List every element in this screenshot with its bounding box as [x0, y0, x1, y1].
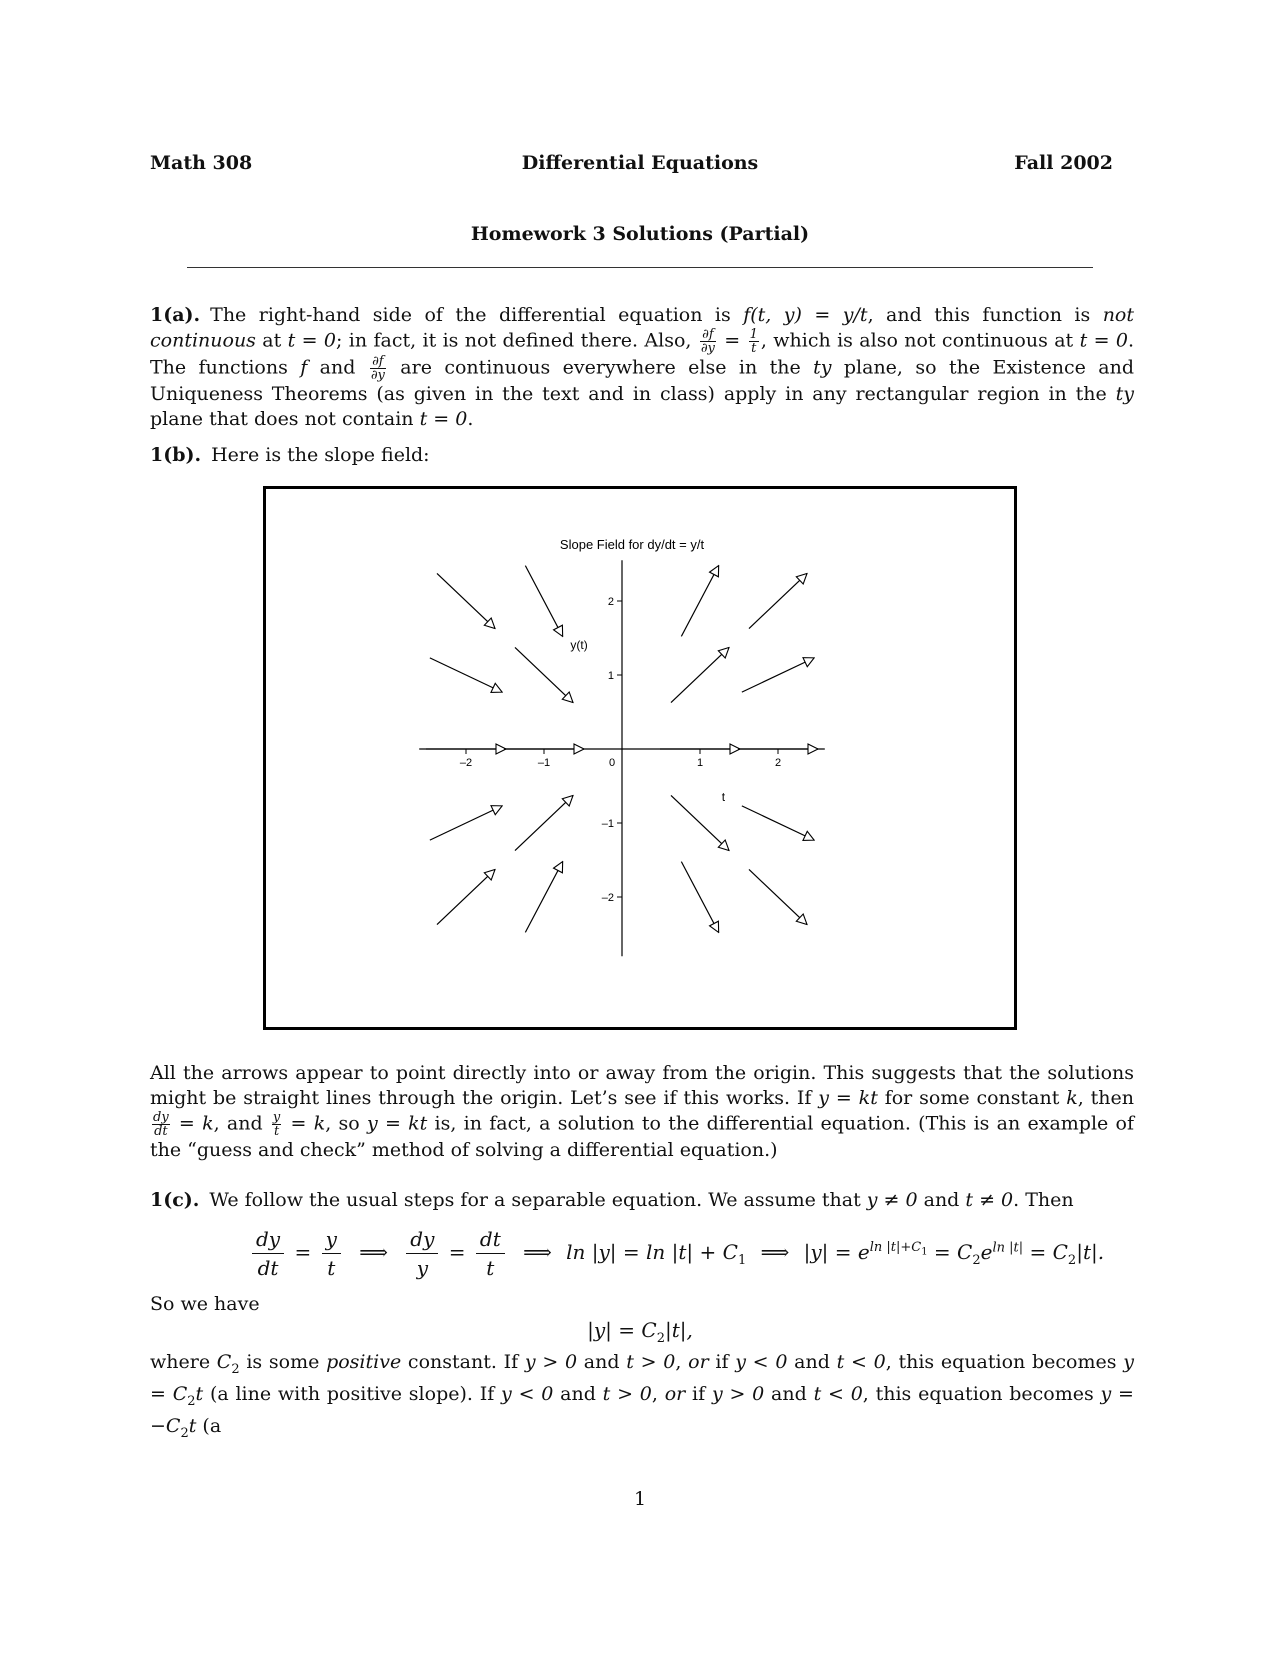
- slope-arrow: [681, 862, 718, 933]
- x-tick-label: 1: [696, 757, 704, 769]
- text: . The functions: [150, 329, 1134, 379]
- term: Fall 2002: [1014, 152, 1113, 174]
- label-1c: 1(c).: [150, 1189, 200, 1211]
- text: plane that does not contain: [150, 408, 420, 430]
- slope-arrow: [430, 806, 502, 840]
- math: = k: [283, 1112, 326, 1135]
- text: All the arrows appear to point directly into or away from the origin. This suggests that the solutions might be straight lines through the origin. Let’s see if this works. If: [150, 1062, 1134, 1109]
- math: ty: [813, 356, 832, 379]
- text: at: [255, 329, 288, 352]
- emphasis: not continuous: [150, 304, 1134, 352]
- math: = k: [171, 1112, 214, 1135]
- label-1a: 1(a).: [150, 304, 201, 326]
- page-number: 1: [633, 1488, 647, 1510]
- math: f: [300, 356, 308, 379]
- so-we-have: So we have: [150, 1293, 260, 1315]
- math: y = kt: [818, 1087, 878, 1109]
- y-tick-label: –2: [601, 892, 614, 904]
- paragraph-cases: where $C_2$ is some positive constant. If y > 0 and t > 0, or if y < 0 and t < 0, this equation becomes $y = C_2t$ (a line with positive slope). If y < 0 and t > 0, or if y > 0 and t < 0, this equation becomes $y = -C_2t$ (a: [150, 1351, 1134, 1441]
- text: and: [917, 1189, 966, 1211]
- equation-chain: $\frac{dy}{dt}$ = $\frac{y}{t}$ ⟹ $\frac{dy}{y}$ = $\frac{dt}{t}$ ⟹ $\ln |y| = \ln |t| + C_1$ ⟹ $|y| = e^{ln |t|+C_1} = C_2e^{ln |t|} = C_2|t|$.: [248, 1227, 1104, 1280]
- text: for some constant: [877, 1087, 1067, 1109]
- partial-fraction: $\frac{\partial f}{\partial y}$: [370, 354, 385, 383]
- math: f(t, y) = y/t: [743, 304, 868, 326]
- slope-arrow: [742, 658, 814, 692]
- math: y = kt: [366, 1112, 428, 1135]
- partial-fraction: $\frac{\partial f}{\partial y}$: [700, 327, 715, 356]
- paragraph-analysis: [150, 1061, 1134, 1163]
- math: k: [1066, 1087, 1078, 1109]
- slope-arrow: [437, 573, 495, 628]
- slope-arrow: [671, 795, 729, 850]
- math: t = 0: [1079, 329, 1128, 352]
- text: . Then: [1013, 1189, 1074, 1211]
- slope-arrow: [515, 795, 573, 850]
- slope-arrow: [749, 869, 807, 924]
- math: C: [216, 1351, 232, 1373]
- emphasis: positive: [326, 1351, 402, 1373]
- y-tick-label: –1: [601, 818, 614, 830]
- text: =: [717, 329, 747, 352]
- slope-arrow: [749, 573, 807, 628]
- section-1b: [150, 443, 1134, 468]
- slope-arrow: [515, 647, 573, 702]
- text: , which is also not continuous at: [760, 329, 1080, 352]
- dy-dt: $\frac{dy}{dt}$: [153, 1110, 169, 1139]
- label-1b: 1(b).: [150, 444, 202, 466]
- one-over-t: $\frac{1}{t}$: [749, 327, 758, 356]
- slope-arrow: [525, 862, 562, 933]
- text: , so: [325, 1112, 367, 1135]
- math: t = 0: [419, 408, 468, 430]
- slope-arrow: [430, 658, 502, 692]
- text: ; in fact, it is not defined there. Also,: [336, 329, 698, 352]
- course-title: Differential Equations: [521, 152, 759, 174]
- text: is, in fact, a solution to the differential equation. (This is an example of the “guess and check” method of solving a differential equation.): [150, 1112, 1135, 1161]
- math: y ≠ 0: [866, 1189, 918, 1211]
- text: , then: [1077, 1087, 1134, 1109]
- title-rule: [187, 267, 1093, 268]
- section-1a: 1(a). The right-hand side of the differential equation is f(t, y) = y/t, and this function is not continuous at t = 0; in fact, it is not defined there. Also, $\frac{\partial f}{\partial y}$ = $\frac{1}{t}$ , which is also not continuous at t = 0. The functions f and $\frac{\partial f}{\partial y}$ are continuous everywhere else in the ty plane, so the Existence and Uniqueness Theorems (as given in the text and in class) apply in any rectangular region in the ty plane that does not contain t = 0.: [150, 304, 1134, 430]
- document-title: Homework 3 Solutions (Partial): [470, 223, 810, 245]
- axes: [419, 560, 825, 956]
- slope-field-plot: [266, 489, 1014, 1027]
- y-tick-label: 1: [607, 670, 614, 682]
- text: Here is the slope field:: [211, 444, 430, 466]
- math: ty: [1115, 383, 1134, 405]
- y-tick-label: 2: [607, 596, 614, 608]
- course-number: Math 308: [150, 152, 253, 174]
- display-equation: $|y| = C_2|t|$,: [587, 1318, 693, 1346]
- text: where: [150, 1351, 217, 1373]
- chart-title: Slope Field for dy/dt = y/t: [559, 537, 705, 552]
- text: , and: [213, 1112, 270, 1135]
- text: , and this function is: [867, 304, 1103, 326]
- x-tick-label: –2: [459, 757, 473, 769]
- text: constant. If: [401, 1351, 525, 1373]
- text: plane, so the Existence and Uniqueness Theorems (as given in the text and in class) apply in any rectangular region in the: [150, 356, 1134, 405]
- text: and: [307, 356, 368, 379]
- slope-field-figure: [263, 486, 1017, 1030]
- text: We follow the usual steps for a separable equation. We assume that: [209, 1189, 867, 1211]
- slope-arrow: [681, 566, 718, 637]
- slope-arrow: [671, 647, 729, 702]
- y-axis-label: y(t): [570, 638, 588, 653]
- x-tick-label: –1: [537, 757, 551, 769]
- x-tick-label: 2: [774, 757, 782, 769]
- y-over-t: $\frac{y}{t}$: [272, 1110, 281, 1139]
- math: t = 0: [287, 329, 337, 352]
- text: are continuous everywhere else in the: [387, 356, 814, 379]
- slope-arrow: [525, 566, 562, 637]
- x-axis-label: t: [721, 790, 726, 804]
- separation-equation: [150, 1227, 1134, 1297]
- text: is some: [239, 1351, 327, 1373]
- slope-arrow: [437, 869, 495, 924]
- x-tick-label: 0: [608, 757, 616, 769]
- text: The right-hand side of the differential equation is: [210, 304, 744, 326]
- section-1c: [150, 1188, 1134, 1213]
- math: t ≠ 0: [965, 1189, 1014, 1211]
- slope-arrow: [742, 806, 814, 840]
